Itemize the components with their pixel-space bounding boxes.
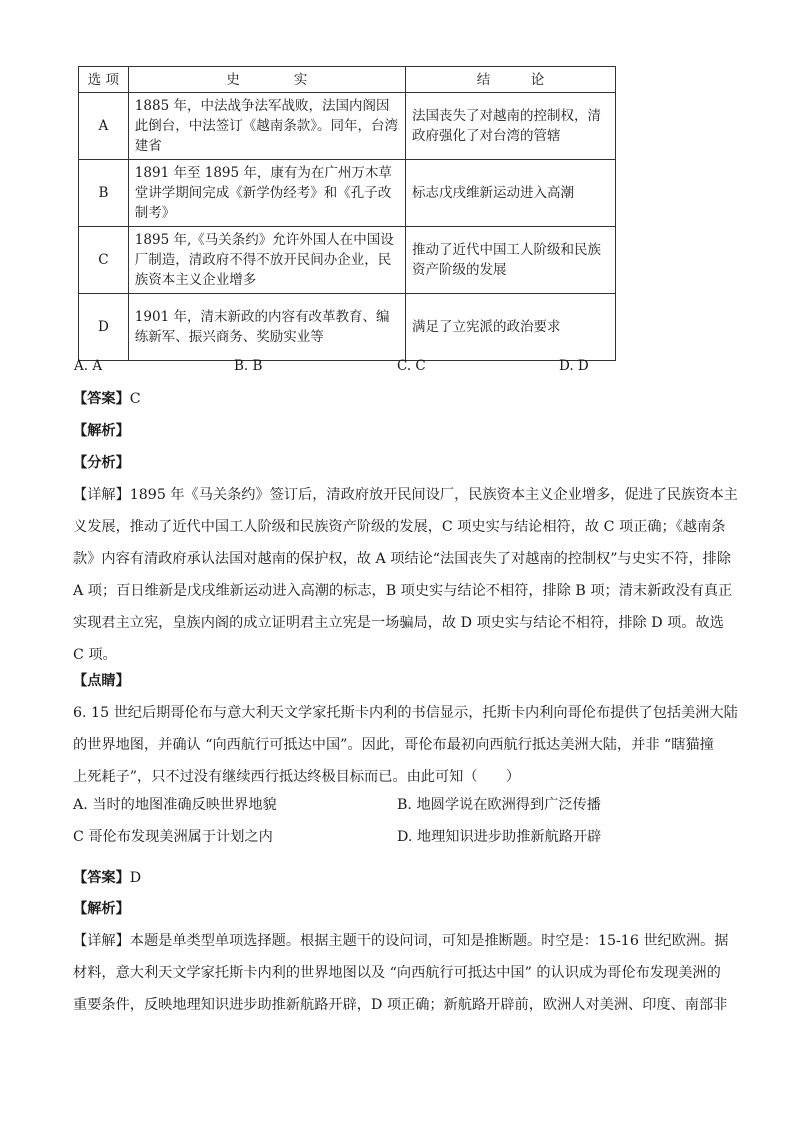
- q6-option-c: C 哥伦布发现美洲属于计划之内: [73, 829, 273, 845]
- q5-option-a: A. A: [74, 358, 103, 374]
- header-fact: 史 实: [128, 67, 405, 93]
- detail-line: A 项；百日维新是戊戌维新运动进入高潮的标志，B 项史实与结论不相符，排除 B 项；清末新政没有真正: [73, 583, 733, 599]
- row-conclusion: 满足了立宪派的政治要求: [405, 294, 615, 361]
- detail-line: 实现君主立宪，皇族内阁的成立证明君主立宪是一场骗局，故 D 项史实与结论不相符，排除 D 项。故选: [73, 615, 724, 631]
- q6-option-a: A. 当时的地图准确反映世界地貌: [73, 797, 277, 813]
- q6-option-b: B. 地圆学说在欧洲得到广泛传播: [397, 797, 601, 813]
- row-conclusion: 法国丧失了对越南的控制权，清政府强化了对台湾的管辖: [405, 93, 615, 160]
- table-row: [79, 160, 616, 227]
- header-conclusion: 结 论: [405, 67, 615, 93]
- detail-line: 义发展，推动了近代中国工人阶级和民族资产阶级的发展，C 项史实与结论相符，故 C 项正确；《越南条: [73, 519, 726, 535]
- q5-answer: [73, 389, 141, 409]
- stem-line: 6. 15 世纪后期哥伦布与意大利天文学家托斯卡内利的书信显示，托斯卡内利向哥伦布提供了包括美洲大陆: [73, 705, 738, 721]
- q6-detail: [73, 925, 729, 1021]
- answer-value: C: [129, 391, 141, 407]
- q6-analysis-tag: 【解析】: [73, 901, 130, 917]
- q5-option-c: C. C: [397, 358, 426, 374]
- detail-line: 材料，意大利天文学家托斯卡内利的世界地图以及 “向西航行可抵达中国” 的认识成为哥伦布发现美洲的: [73, 965, 721, 981]
- row-option: C: [79, 227, 129, 294]
- q5-detail: [73, 479, 738, 671]
- header-option: 选 项: [79, 67, 129, 93]
- q6-stem: [73, 697, 738, 793]
- q5-analysis-tag: 【解析】: [73, 423, 130, 439]
- row-conclusion: 标志戊戌维新运动进入高潮: [405, 160, 615, 227]
- row-option: D: [79, 294, 129, 361]
- detail-line: 款》内容有清政府承认法国对越南的保护权，故 A 项结论“法国丧失了对越南的控制权”与史实不符，排除: [73, 551, 732, 567]
- table-row: [79, 93, 616, 160]
- detail-line: 【详解】本题是单类型单项选择题。根据主题干的设问词，可知是推断题。时空是：15-16 世纪欧洲。据: [73, 933, 729, 949]
- q5-option-b: B. B: [234, 358, 263, 374]
- detail-line: C 项。: [73, 647, 117, 663]
- answer-tag: 【答案】: [73, 870, 130, 886]
- detail-line: 【详解】1895 年《马关条约》签订后，清政府放开民间设厂，民族资本主义企业增多，促进了民族资本主: [73, 487, 738, 503]
- stem-line: 的世界地图，并确认 “向西航行可抵达中国”。因此，哥伦布最初向西航行抵达美洲大陆，并非 “瞎猫撞: [73, 737, 714, 753]
- row-fact: 1901 年，清末新政的内容有改革教育、编练新军、振兴商务、奖励实业等: [128, 294, 405, 361]
- q6-option-d: D. 地理知识进步助推新航路开辟: [397, 829, 602, 845]
- table-row: [79, 227, 616, 294]
- row-option: A: [79, 93, 129, 160]
- row-fact: 1895 年,《马关条约》允许外国人在中国设厂制造，清政府不得不放开民间办企业，民族资本主义企业增多: [128, 227, 405, 294]
- q6-answer: [73, 868, 141, 888]
- detail-line: 重要条件，反映地理知识进步助推新航路开辟，D 项正确；新航路开辟前，欧洲人对美洲、印度、南部非: [73, 997, 728, 1013]
- row-option: B: [79, 160, 129, 227]
- q5-option-d: D. D: [559, 358, 589, 374]
- table-header-row: [79, 67, 616, 93]
- answer-tag: 【答案】: [73, 391, 130, 407]
- q5-options: [74, 358, 674, 378]
- table-row: [79, 294, 616, 361]
- stem-line: 上死耗子”，只不过没有继续西行抵达终极目标而已。由此可知（ ）: [73, 769, 521, 785]
- row-fact: 1885 年，中法战争法军战败，法国内阁因此倒台，中法签订《越南条款》。同年，台湾建省: [128, 93, 405, 160]
- row-fact: 1891 年至 1895 年，康有为在广州万木草堂讲学期间完成《新学伪经考》和《孔子改制考》: [128, 160, 405, 227]
- q5-fenxi-tag: 【分析】: [73, 455, 130, 471]
- q5-dianjing-tag: 【点睛】: [73, 673, 130, 689]
- row-conclusion: 推动了近代中国工人阶级和民族资产阶级的发展: [405, 227, 615, 294]
- answer-value: D: [129, 870, 142, 886]
- question-table: [78, 66, 616, 361]
